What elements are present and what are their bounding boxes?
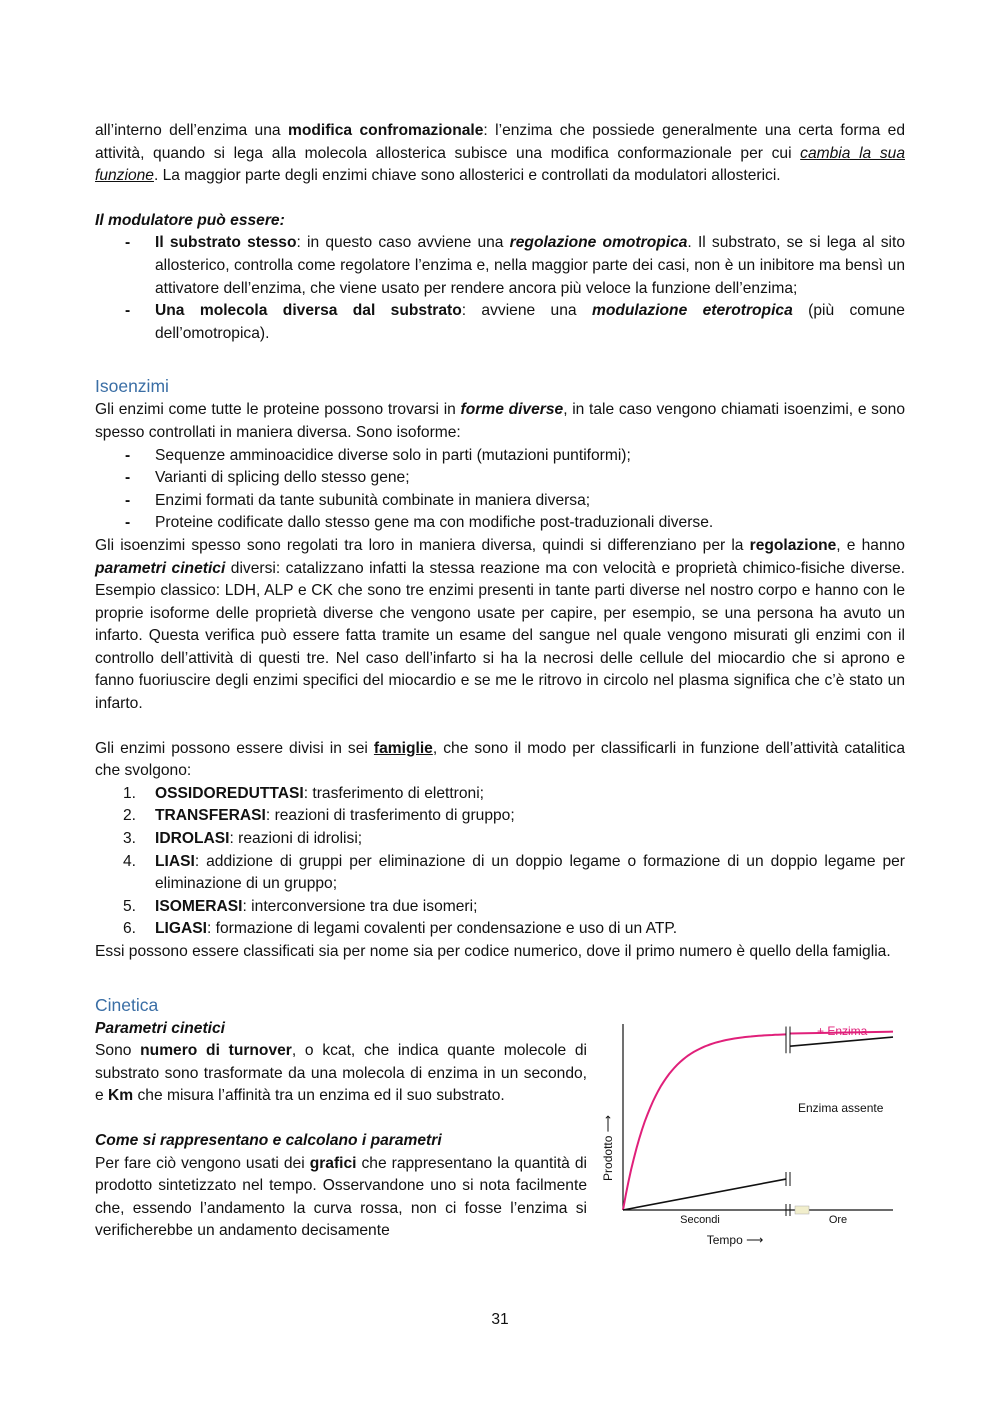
modulatore-list (95, 232, 905, 345)
list-number: 4. (123, 852, 137, 870)
list-item (123, 918, 905, 941)
kinetics-chart (601, 1018, 905, 1253)
bold-term: modifica confromazionale (287, 122, 484, 139)
cinetica-text (95, 1018, 587, 1253)
text-run: : trasferimento di elettroni; (303, 784, 485, 802)
bold-term: Km (108, 1087, 134, 1105)
list-number: 3. (123, 830, 137, 848)
isoenzimi-paragraph-2 (95, 535, 905, 716)
famiglie-paragraph (95, 738, 905, 783)
text-run: diversi: catalizzano infatti la stessa reazione ma con velocità e proprietà chimico-fisiche diverse. Esempio classico: LDH, ALP e CK che sono tre enzimi presenti in tante parti diverse nel nostro corpo e hanno con le proprie isoforme delle proprietà diverse che vengono usate per capire, per esempio, se una persona ha avuto un infarto. Questa verifica può essere fatta tramite un esame del sangue nel quale vengono misurati gli enzimi con il controllo dell’attività di questi tre. Nel caso dell’infarto si ha la necrosi delle cellule del miocardio che si aprono e fanno fuoriuscire degli enzimi specifici del miocardio e se me le ritrovo in circolo nel plasma significa che c’è stato un infarto. (95, 559, 905, 713)
text-run: Sono (95, 1042, 141, 1060)
page-content (95, 120, 905, 1253)
kinetics-chart-svg (601, 1018, 905, 1248)
text-run: , che sono il modo per classificarli in funzione dell’attività catalitica che svolgono: (95, 739, 906, 780)
label-enzima-assente: Enzima assente (798, 1100, 884, 1115)
section-heading-cinetica: Cinetica (95, 994, 159, 1015)
text-run: che rappresentano la quantità di prodotto sintetizzato nel tempo. Osservandone uno si nota facilmente che, essendo l’andamento la curva rossa, non ci fosse l’enzima si verificherebbe un andamento decisamente (95, 1154, 587, 1240)
y-axis-label: Prodotto ⟶ (601, 1114, 615, 1181)
bold-italic-term: parametri cinetici (95, 559, 226, 577)
x-axis-label: Tempo ⟶ (706, 1232, 764, 1247)
series-layer (623, 1023, 893, 1210)
small-icon-placeholder (795, 1206, 809, 1214)
isoenzimi-paragraph-1 (95, 399, 905, 444)
underlined-term: cambia la sua funzione (95, 144, 905, 185)
list-item: - Sequenze amminoacidice diverse solo in parti (mutazioni puntiformi); (123, 445, 905, 468)
bold-italic-term: modulazione eterotropica (591, 302, 793, 320)
intro-paragraph (95, 120, 905, 188)
bold-term: LIASI (155, 852, 195, 870)
text-run: : reazioni di trasferimento di gruppo; (265, 807, 515, 825)
subheading-parametri: Parametri cinetici (95, 1019, 226, 1037)
text-run: che misura l’affinità tra un enzima ed il suo substrato. (133, 1087, 505, 1105)
list-number: 5. (123, 897, 137, 915)
list-item (123, 783, 905, 806)
text-run: all’interno dell’enzima una (95, 122, 288, 139)
list-number: 6. (123, 920, 137, 938)
text-run: Per fare ciò vengono usati dei (95, 1154, 310, 1172)
underlined-term: famiglie (373, 739, 433, 757)
text-run: Gli isoenzimi spesso sono regolati tra loro in maniera diversa, quindi si differenziano per la (95, 536, 750, 554)
bold-term: grafici (309, 1154, 357, 1172)
label-enzima: + Enzima (817, 1023, 868, 1038)
list-item: - Enzimi formati da tante subunità combinate in maniera diversa; (123, 490, 905, 513)
list-item (123, 896, 905, 919)
famiglie-paragraph-2: Essi possono essere classificati sia per nome sia per codice numerico, dove il primo numero è quello della famiglia. (95, 943, 891, 960)
section-heading-isoenzimi: Isoenzimi (95, 376, 169, 397)
bold-term: Una molecola diversa dal substrato (155, 302, 462, 320)
cinetica-block (95, 1018, 905, 1253)
text-run: (più comune dell’omotropica). (155, 302, 905, 342)
text-run: : avviene una (461, 302, 592, 320)
list-item: - Proteine codificate dallo stesso gene ma con modifiche post-traduzionali diverse. (123, 512, 905, 535)
isoforme-list (95, 445, 905, 535)
bold-term: numero di turnover (140, 1042, 292, 1060)
text-run: : formazione di legami covalenti per condensazione e uso di un ATP. (206, 920, 678, 938)
x-segment-label-secondi: Secondi (680, 1213, 720, 1226)
list-item (123, 232, 905, 300)
list-item (123, 828, 905, 851)
text-run: , o kcat, che indica quante molecole di substrato sono trasformate da una molecola di enzima in un secondo, e (95, 1042, 587, 1105)
bold-italic-term: forme diverse (460, 401, 564, 419)
list-number: 1. (123, 784, 137, 802)
modulatore-heading: Il modulatore può essere: (95, 211, 285, 229)
text-run: : reazioni di idrolisi; (229, 830, 363, 848)
text-run: : addizione di gruppi per eliminazione di un doppio legame o formazione di un doppio legame per eliminazione di un gruppo; (155, 852, 905, 893)
list-item: - Varianti di splicing dello stesso gene; (123, 467, 905, 490)
bold-term: regolazione (749, 536, 837, 554)
bold-term: ISOMERASI (155, 897, 243, 915)
text-run: : l’enzima che possiede generalmente una certa forma ed attività, quando si lega alla molecola allosterica subisce una modifica conformazionale per cui (95, 122, 905, 162)
no-enzyme-line (623, 1179, 786, 1210)
list-item (123, 300, 905, 345)
text-run: : interconversione tra due isomeri; (242, 897, 478, 915)
page-number: 31 (491, 1311, 509, 1328)
bold-italic-term: regolazione omotropica (509, 234, 688, 252)
text-run: : in questo caso avviene una (296, 234, 510, 252)
text-run: Gli enzimi come tutte le proteine possono trovarsi in (95, 401, 461, 419)
text-run: Gli enzimi possono essere divisi in sei (95, 739, 374, 757)
bold-term: TRANSFERASI (155, 807, 266, 825)
text-run: , e hanno (836, 536, 905, 554)
cinetica-paragraph-2 (95, 1153, 587, 1243)
cinetica-paragraph-1 (95, 1040, 587, 1108)
bold-term: Il substrato stesso (155, 234, 297, 252)
text-run: , in tale caso vengono chiamati isoenzimi, e sono spesso controllati in maniera diversa. Sono isoforme: (95, 401, 905, 441)
x-segment-label-ore: Ore (828, 1213, 848, 1226)
bold-term: OSSIDOREDUTTASI (155, 784, 304, 802)
famiglie-list (95, 783, 905, 941)
list-number: 2. (123, 807, 137, 825)
text-run: . Il substrato, se si lega al sito allosterico, controlla come regolatore l’enzima e, nella maggior parte dei casi, non è un inibitore ma bensì un attivatore dell’enzima, che viene usato per rendere ancora più veloce la funzione dell’enzima; (155, 234, 905, 297)
no-enzyme-line-after-break (790, 1037, 893, 1046)
bold-term: LIGASI (155, 920, 207, 938)
list-item (123, 851, 905, 896)
bold-term: IDROLASI (155, 830, 230, 848)
text-run: . La maggior parte degli enzimi chiave sono allosterici e controllati da modulatori allosterici. (153, 167, 781, 185)
subheading-rappresentazione: Come si rappresentano e calcolano i parametri (95, 1131, 442, 1149)
list-item (123, 805, 905, 828)
